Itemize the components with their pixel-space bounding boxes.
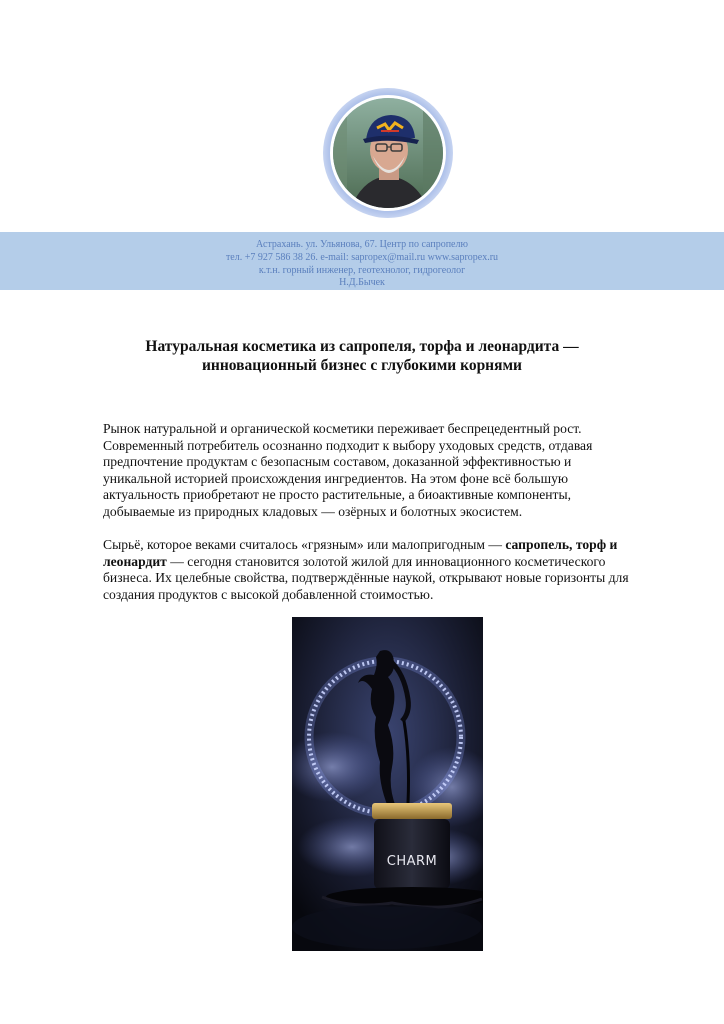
paragraph-line: уникальной историей происхождения ингредиентов. На этом фоне всё большую xyxy=(103,470,569,486)
paragraph-text: — сегодня становится золотой жилой для инновационного косметического xyxy=(166,553,606,569)
contact-phone-email-website: тел. +7 927 586 38 26. e-mail: sapropex@mail.ru www.sapropex.ru xyxy=(225,252,499,263)
paragraph-line: добываемые из природных кладовых — озёрных и болотных экосистем. xyxy=(103,503,523,519)
paragraph-bold-text: сапропель, торф и xyxy=(505,537,618,552)
paragraph-line xyxy=(103,537,683,554)
paragraph-line: предпочтение продуктам с безопасным составом, доказанной эффективностью и xyxy=(103,454,572,469)
paragraph-line: актуальность приобретают не просто растительные, а биоактивные компоненты, xyxy=(103,487,572,502)
contact-header-band xyxy=(0,232,724,290)
paragraph-line: создания продуктов с высокой добавленной стоимостью. xyxy=(103,586,434,602)
paragraph-bold-text: леонардит xyxy=(103,553,167,569)
author-photo xyxy=(330,95,446,211)
author-portrait-illustration xyxy=(333,98,443,208)
paragraph-line: бизнеса. Их целебные свойства, подтверждённые наукой, открывают новые горизонты для xyxy=(103,570,629,585)
paragraph-line: Рынок натуральной и органической косметики переживает беспрецедентный рост. xyxy=(103,421,582,436)
paragraph-line xyxy=(103,554,683,571)
charm-jar-illustration xyxy=(292,617,483,951)
paragraph-text: Сырьё, которое веками считалось «грязным» или малопригодным — xyxy=(103,537,506,552)
paragraph-raw-materials xyxy=(103,537,683,603)
jar-label: CHARM xyxy=(386,854,438,869)
article-title-line-1: Натуральная косметика из сапропеля, торфа и леонардита — xyxy=(145,338,579,355)
cosmetic-product-image xyxy=(292,617,483,951)
paragraph-line: Современный потребитель осознанно подходит к выбору уходовых средств, отдавая xyxy=(103,437,593,453)
paragraph-market-growth xyxy=(103,421,683,520)
author-credentials: к.т.н. горный инженер, геотехнолог, гидрогеолог xyxy=(258,265,466,276)
author-photo-frame xyxy=(323,88,453,218)
author-name: Н.Д.Бычек xyxy=(339,277,385,288)
contact-address: Астрахань. ул. Ульянова, 67. Центр по сапропелю xyxy=(256,239,468,250)
article-title-line-2: инновационный бизнес с глубокими корнями xyxy=(202,357,522,374)
